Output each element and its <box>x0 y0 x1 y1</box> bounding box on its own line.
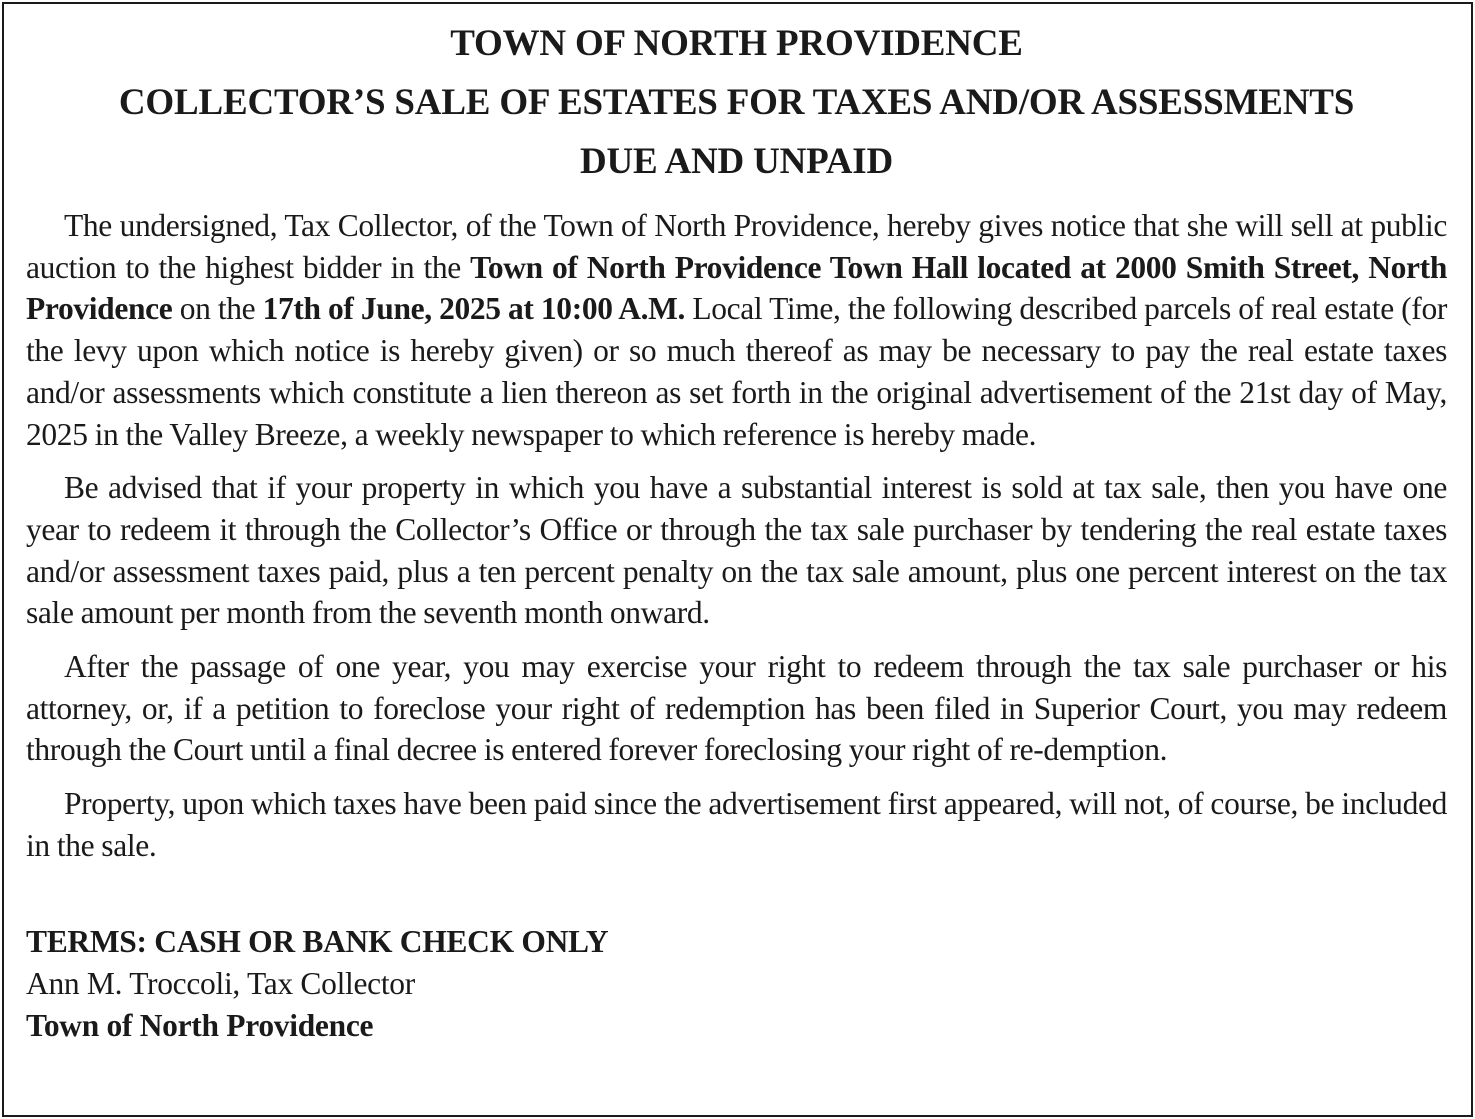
sale-notice-text-3: Local Time, the following described parcels of real estate (for the levy upon which notice is hereby given) or so much thereof as may be necessary to pay the real estate taxes and/or assessments which constitute a lien thereon as set forth in the original advertisement of the 21st day of May, 2025 in the Valley Breeze, a weekly newspaper to which reference is hereby made. <box>26 291 1447 452</box>
sale-notice-text-1: The undersigned, Tax Collector, of the Town of North Providence, hereby gives notice that she will sell at public auction to the highest bidder in the <box>26 208 1447 285</box>
legal-notice <box>2 2 1473 1117</box>
paragraph-paid-property: Property, upon which taxes have been paid since the advertisement first appeared, will not, of course, be included in the sale. <box>26 786 1447 863</box>
paragraph-redemption-period: Be advised that if your property in which you have a substantial interest is sold at tax sale, then you have one year to redeem it through the Collector’s Office or through the tax sale purchaser by tendering the real estate taxes and/or assessment taxes paid, plus a ten percent penalty on the tax sale amount, plus one percent interest on the tax sale amount per month from the seventh month onward. <box>26 470 1447 631</box>
notice-footer <box>26 921 1447 1047</box>
sale-notice-text-2: on the <box>172 291 263 327</box>
signer-town: Town of North Providence <box>26 1007 374 1043</box>
notice-body <box>4 4 1471 1047</box>
signer-name: Ann M. Troccoli, Tax Collector <box>26 965 415 1001</box>
sale-date-time: 17th of June, 2025 at 10:00 A.M. <box>262 291 686 327</box>
notice-title-line-2: COLLECTOR’S SALE OF ESTATES FOR TAXES AND/OR ASSESSMENTS <box>118 82 1355 123</box>
payment-terms: TERMS: CASH OR BANK CHECK ONLY <box>26 923 609 959</box>
notice-title-line-3: DUE AND UNPAID <box>579 141 894 182</box>
paragraph-after-one-year: After the passage of one year, you may exercise your right to redeem through the tax sale purchaser or his attorney, or, if a petition to foreclose your right of redemption has been filed in Superior Court, you may redeem through the Court until a final decree is entered forever foreclosing your right of re-demption. <box>26 649 1447 768</box>
sale-location: Town of North Providence Town Hall located at 2000 Smith Street, North Providence <box>26 249 1447 327</box>
notice-title-line-1: TOWN OF NORTH PROVIDENCE <box>450 23 1023 64</box>
paragraph-sale-notice <box>26 205 1447 455</box>
